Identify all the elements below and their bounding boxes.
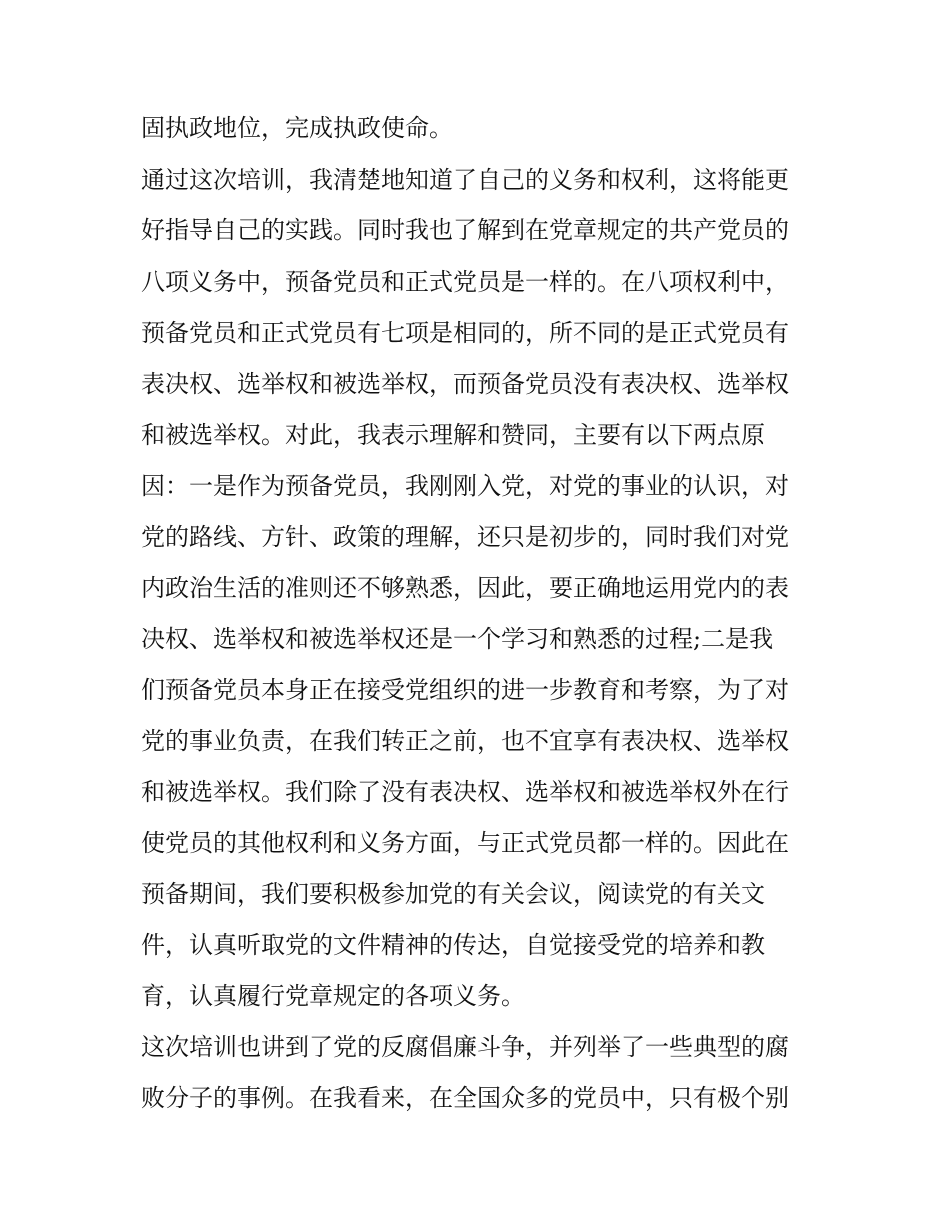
text-line: 育，认真履行党章规定的各项义务。: [141, 982, 525, 1010]
text-line: 党的事业负责，在我们转正之前，也不宜享有表决权、选举权: [141, 727, 789, 755]
text-line: 和被选举权。我们除了没有表决权、选举权和被选举权外在行: [141, 778, 789, 806]
text-line: 预备党员和正式党员有七项是相同的，所不同的是正式党员有: [141, 319, 789, 347]
text-line: 件，认真听取党的文件精神的传达，自觉接受党的培养和教: [141, 931, 765, 959]
text-line: 好指导自己的实践。同时我也了解到在党章规定的共产党员的: [141, 216, 789, 244]
text-line: 内政治生活的准则还不够熟悉，因此，要正确地运用党内的表: [141, 574, 789, 602]
text-line: 决权、选举权和被选举权还是一个学习和熟悉的过程;二是我: [141, 625, 774, 653]
text-line: 党的路线、方针、政策的理解，还只是初步的，同时我们对党: [141, 523, 789, 551]
text-line: 预备期间，我们要积极参加党的有关会议，阅读党的有关文: [141, 880, 765, 908]
text-line: 表决权、选举权和被选举权，而预备党员没有表决权、选举权: [141, 370, 789, 398]
text-line: 八项义务中，预备党员和正式党员是一样的。在八项权利中，: [141, 268, 789, 296]
text-line: 因：一是作为预备党员，我刚刚入党，对党的事业的认识，对: [141, 472, 789, 500]
text-line: 和被选举权。对此，我表示理解和赞同，主要有以下两点原: [141, 421, 765, 449]
text-line: 们预备党员本身正在接受党组织的进一步教育和考察，为了对: [141, 676, 789, 704]
text-line: 通过这次培训，我清楚地知道了自己的义务和权利，这将能更: [141, 166, 789, 194]
text-line: 这次培训也讲到了党的反腐倡廉斗争，并列举了一些典型的腐: [141, 1033, 789, 1061]
text-line: 固执政地位，完成执政使命。: [141, 114, 453, 142]
text-line: 使党员的其他权利和义务方面，与正式党员都一样的。因此在: [141, 829, 789, 857]
text-line: 败分子的事例。在我看来，在全国众多的党员中，只有极个别: [141, 1084, 789, 1112]
